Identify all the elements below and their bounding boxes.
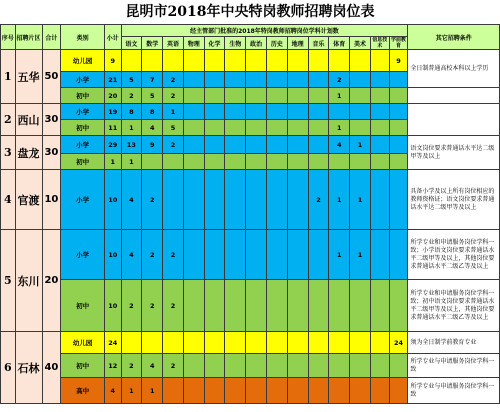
subject-count-cell: 2: [121, 88, 142, 104]
header-subject: 生物: [225, 37, 246, 50]
table-row: [1, 170, 500, 230]
subject-count-cell: [246, 230, 267, 280]
subject-count-cell: 4: [121, 230, 142, 280]
subject-count-cell: [246, 72, 267, 88]
category-cell: 初中: [61, 120, 105, 136]
category-cell: 初中: [61, 88, 105, 104]
subject-count-cell: [163, 332, 184, 354]
total-cell: 40: [42, 332, 61, 404]
subject-count-cell: [287, 280, 308, 332]
condition-note: 所学专业与申请服务岗位学科一致: [408, 354, 500, 378]
subject-count-cell: 2: [142, 230, 163, 280]
seq-cell: 1: [1, 50, 16, 104]
subject-count-cell: [308, 332, 329, 354]
zone-cell: 官渡: [15, 170, 42, 230]
subject-count-cell: [308, 230, 329, 280]
subject-count-cell: [225, 354, 246, 378]
subject-count-cell: [389, 354, 408, 378]
subject-count-cell: [350, 120, 371, 136]
subject-count-cell: [267, 136, 288, 154]
subject-count-cell: [267, 230, 288, 280]
subject-count-cell: [225, 136, 246, 154]
subject-count-cell: [267, 332, 288, 354]
subject-count-cell: 1: [350, 136, 371, 154]
condition-note: 所学专业与申请服务岗位学科一致: [408, 378, 500, 404]
subject-count-cell: 5: [142, 88, 163, 104]
subject-count-cell: [287, 136, 308, 154]
header-category: 类别: [61, 25, 105, 50]
seq-cell: 4: [1, 170, 16, 230]
subject-count-cell: 7: [142, 72, 163, 88]
subtotal-cell: 11: [104, 120, 121, 136]
subject-count-cell: [183, 72, 204, 88]
subject-count-cell: [121, 50, 142, 72]
condition-note: 语文岗位要求普通话水平达二级甲等及以上: [408, 136, 500, 170]
subject-count-cell: [204, 88, 225, 104]
subject-count-cell: [225, 170, 246, 230]
header-subject: 物理: [183, 37, 204, 50]
subject-count-cell: 9: [389, 50, 408, 72]
subject-count-cell: [183, 354, 204, 378]
condition-note: [408, 104, 500, 136]
condition-note: 须为全日制学前教育专业: [408, 332, 500, 354]
subject-count-cell: [329, 50, 350, 72]
subject-count-cell: [308, 136, 329, 154]
subject-count-cell: [121, 332, 142, 354]
header-total: 合计: [42, 25, 61, 50]
subject-count-cell: [183, 136, 204, 154]
subject-count-cell: [350, 50, 371, 72]
zone-cell: 五华: [15, 50, 42, 104]
subject-count-cell: [225, 72, 246, 88]
condition-note: 具备小学及以上所有岗位相应的教师资格证；语文岗位要求普通话水平达二级甲等及以上: [408, 170, 500, 230]
subject-count-cell: [308, 88, 329, 104]
subject-count-cell: [389, 72, 408, 88]
subject-count-cell: [246, 378, 267, 404]
table-row: [1, 136, 500, 154]
subject-count-cell: 24: [389, 332, 408, 354]
subject-count-cell: [163, 154, 184, 170]
subject-count-cell: 2: [142, 170, 163, 230]
subject-count-cell: 2: [121, 354, 142, 378]
header-subject: 学前教育: [390, 37, 406, 49]
header-subject: 地理: [287, 37, 308, 50]
subject-count-cell: [350, 280, 371, 332]
condition-note: [408, 88, 500, 104]
subject-count-cell: [163, 378, 184, 404]
subject-count-cell: 1: [329, 88, 350, 104]
subject-count-cell: [370, 154, 389, 170]
category-cell: 幼儿园: [61, 50, 105, 72]
subject-count-cell: [142, 154, 163, 170]
header-plan-group: 经主管部门批准的2018年特岗教师招聘岗位学科计划数: [121, 25, 408, 37]
subject-count-cell: [267, 170, 288, 230]
subtotal-cell: 10: [104, 280, 121, 332]
subject-count-cell: 2: [163, 280, 184, 332]
header-zone: 招聘片区: [15, 25, 42, 50]
subject-count-cell: 1: [121, 120, 142, 136]
subject-count-cell: [246, 332, 267, 354]
subtotal-cell: 21: [104, 72, 121, 88]
subject-count-cell: [204, 104, 225, 120]
subject-count-cell: [329, 154, 350, 170]
subject-count-cell: [350, 378, 371, 404]
category-cell: 小学: [61, 230, 105, 280]
subject-count-cell: [287, 354, 308, 378]
subject-count-cell: 4: [329, 136, 350, 154]
subtotal-cell: 19: [104, 104, 121, 120]
subject-count-cell: [246, 50, 267, 72]
subject-count-cell: [287, 230, 308, 280]
subject-count-cell: [225, 50, 246, 72]
subject-count-cell: [183, 332, 204, 354]
subject-count-cell: [287, 170, 308, 230]
subject-count-cell: [246, 280, 267, 332]
subject-count-cell: [204, 332, 225, 354]
table-row: [1, 50, 500, 72]
subject-count-cell: [225, 332, 246, 354]
subject-count-cell: [183, 50, 204, 72]
recruitment-table: [0, 24, 500, 404]
subject-count-cell: [350, 354, 371, 378]
subject-count-cell: 2: [163, 88, 184, 104]
subject-count-cell: 2: [121, 280, 142, 332]
subject-count-cell: [246, 120, 267, 136]
subject-count-cell: 1: [142, 378, 163, 404]
subject-count-cell: [329, 280, 350, 332]
subject-count-cell: [308, 378, 329, 404]
table-row: [1, 332, 500, 354]
subject-count-cell: [246, 154, 267, 170]
subject-count-cell: [142, 50, 163, 72]
table-row: [1, 230, 500, 280]
zone-cell: 东川: [15, 230, 42, 332]
subject-count-cell: [163, 170, 184, 230]
subject-count-cell: [267, 104, 288, 120]
subject-count-cell: [246, 136, 267, 154]
header-other-conditions: 其它招聘条件: [408, 25, 500, 50]
subject-count-cell: [287, 378, 308, 404]
condition-note: 所学专业和申请服务岗位学科一致；初中语文岗位要求普通话水平二级甲等及以上，其他岗位要求普通话水平二级乙等及以上: [408, 280, 500, 332]
subject-count-cell: 5: [121, 72, 142, 88]
subject-count-cell: [287, 88, 308, 104]
subject-count-cell: [389, 280, 408, 332]
subject-count-cell: [204, 378, 225, 404]
subject-count-cell: [329, 354, 350, 378]
subtotal-cell: 10: [104, 170, 121, 230]
subject-count-cell: [267, 280, 288, 332]
subject-count-cell: [183, 170, 204, 230]
subject-count-cell: [389, 154, 408, 170]
subject-count-cell: 1: [163, 104, 184, 120]
subject-count-cell: [389, 104, 408, 120]
subject-count-cell: [204, 50, 225, 72]
category-cell: 小学: [61, 72, 105, 88]
subject-count-cell: [370, 50, 389, 72]
category-cell: 小学: [61, 170, 105, 230]
subject-count-cell: [370, 230, 389, 280]
header-subject: 体育: [329, 37, 350, 50]
subject-count-cell: [308, 104, 329, 120]
subject-count-cell: [287, 72, 308, 88]
subject-count-cell: 2: [163, 136, 184, 154]
category-cell: 小学: [61, 104, 105, 120]
subtotal-cell: 10: [104, 230, 121, 280]
subject-count-cell: [225, 104, 246, 120]
subject-count-cell: [389, 120, 408, 136]
subject-count-cell: [267, 50, 288, 72]
subject-count-cell: [308, 120, 329, 136]
subject-count-cell: [287, 104, 308, 120]
subject-count-cell: 1: [121, 154, 142, 170]
subject-count-cell: [308, 50, 329, 72]
header-subject: 信息技术: [372, 37, 388, 49]
header-subject: 数学: [142, 37, 163, 50]
subject-count-cell: [204, 170, 225, 230]
table-row: [1, 104, 500, 120]
seq-cell: 6: [1, 332, 16, 404]
subject-count-cell: 4: [142, 354, 163, 378]
subtotal-cell: 9: [104, 50, 121, 72]
subject-count-cell: [370, 120, 389, 136]
subject-count-cell: [183, 378, 204, 404]
subject-count-cell: 1: [350, 230, 371, 280]
subject-count-cell: [183, 104, 204, 120]
header-subject: 英语: [163, 37, 184, 50]
subject-count-cell: [308, 72, 329, 88]
subject-count-cell: [204, 354, 225, 378]
condition-note: 全日制普通高校本科以上学历: [408, 50, 500, 88]
subject-count-cell: [183, 88, 204, 104]
subject-count-cell: 2: [329, 72, 350, 88]
subject-count-cell: [204, 136, 225, 154]
subject-count-cell: [225, 154, 246, 170]
subject-count-cell: [204, 120, 225, 136]
header-subject: 美术: [350, 37, 371, 50]
subject-count-cell: 4: [142, 120, 163, 136]
subject-count-cell: [246, 354, 267, 378]
table-row: [1, 280, 500, 332]
subject-count-cell: [350, 332, 371, 354]
seq-cell: 5: [1, 230, 16, 332]
subject-count-cell: [267, 88, 288, 104]
zone-cell: 盘龙: [15, 136, 42, 170]
subject-count-cell: [389, 88, 408, 104]
zone-cell: 石林: [15, 332, 42, 404]
subject-count-cell: 9: [142, 136, 163, 154]
subject-count-cell: [204, 72, 225, 88]
subject-count-cell: 2: [142, 280, 163, 332]
subject-count-cell: [370, 378, 389, 404]
subject-count-cell: [183, 154, 204, 170]
subject-count-cell: 2: [163, 354, 184, 378]
subject-count-cell: 1: [350, 170, 371, 230]
subject-count-cell: 4: [121, 170, 142, 230]
header-subtotal: 小计: [104, 25, 121, 50]
subject-count-cell: 8: [121, 104, 142, 120]
table-row: [1, 354, 500, 378]
subject-count-cell: [225, 120, 246, 136]
subject-count-cell: [329, 378, 350, 404]
subject-count-cell: [370, 280, 389, 332]
subject-count-cell: [183, 280, 204, 332]
subject-count-cell: [370, 88, 389, 104]
category-cell: 初中: [61, 354, 105, 378]
subject-count-cell: [370, 136, 389, 154]
subject-count-cell: 5: [163, 120, 184, 136]
subject-count-cell: [246, 104, 267, 120]
subtotal-cell: 12: [104, 354, 121, 378]
subject-count-cell: [287, 50, 308, 72]
subject-count-cell: [225, 230, 246, 280]
subject-count-cell: [267, 378, 288, 404]
subject-count-cell: [287, 120, 308, 136]
table-row: [1, 88, 500, 104]
condition-note: 所学专业和申请服务岗位学科一致；小学语文岗位要求普通话水平二级甲等及以上，其他岗位要求普通话水平二级乙等及以上: [408, 230, 500, 280]
subject-count-cell: 1: [121, 378, 142, 404]
subject-count-cell: 8: [142, 104, 163, 120]
subject-count-cell: [183, 230, 204, 280]
header-subject: 化学: [204, 37, 225, 50]
header-subject: 语文: [121, 37, 142, 50]
subject-count-cell: 2: [163, 72, 184, 88]
subject-count-cell: [246, 170, 267, 230]
subject-count-cell: [225, 280, 246, 332]
seq-cell: 3: [1, 136, 16, 170]
seq-cell: 2: [1, 104, 16, 136]
subject-count-cell: 13: [121, 136, 142, 154]
subject-count-cell: 1: [329, 230, 350, 280]
category-cell: 小学: [61, 136, 105, 154]
subject-count-cell: [308, 154, 329, 170]
total-cell: 30: [42, 136, 61, 170]
header-seq: 序号: [1, 25, 16, 50]
table-row: [1, 378, 500, 404]
header-subject: 历史: [267, 37, 288, 50]
total-cell: 10: [42, 170, 61, 230]
subtotal-cell: 4: [104, 378, 121, 404]
subject-count-cell: [389, 230, 408, 280]
subject-count-cell: [350, 72, 371, 88]
subject-count-cell: [370, 332, 389, 354]
category-cell: 幼儿园: [61, 332, 105, 354]
subject-count-cell: 2: [163, 230, 184, 280]
subject-count-cell: [225, 378, 246, 404]
subject-count-cell: [350, 154, 371, 170]
subject-count-cell: [370, 170, 389, 230]
subject-count-cell: [308, 280, 329, 332]
subject-count-cell: [225, 88, 246, 104]
subject-count-cell: [267, 72, 288, 88]
subject-count-cell: 1: [329, 170, 350, 230]
category-cell: 初中: [61, 154, 105, 170]
zone-cell: 西山: [15, 104, 42, 136]
subject-count-cell: [389, 378, 408, 404]
header-subject: 音乐: [308, 37, 329, 50]
subject-count-cell: [183, 120, 204, 136]
subject-count-cell: [370, 354, 389, 378]
total-cell: 20: [42, 230, 61, 332]
total-cell: 30: [42, 104, 61, 136]
subject-count-cell: [370, 104, 389, 120]
subtotal-cell: 29: [104, 136, 121, 154]
header-subject: 政治: [246, 37, 267, 50]
subject-count-cell: [246, 88, 267, 104]
subject-count-cell: 1: [329, 120, 350, 136]
subject-count-cell: 2: [308, 170, 329, 230]
subject-count-cell: [308, 354, 329, 378]
subject-count-cell: [329, 104, 350, 120]
subject-count-cell: [267, 354, 288, 378]
category-cell: 初中: [61, 280, 105, 332]
subject-count-cell: [204, 230, 225, 280]
subject-count-cell: [287, 154, 308, 170]
subject-count-cell: [389, 136, 408, 154]
subtotal-cell: 20: [104, 88, 121, 104]
subtotal-cell: 24: [104, 332, 121, 354]
category-cell: 高中: [61, 378, 105, 404]
subject-count-cell: [267, 120, 288, 136]
page-title: 昆明市2018年中央特岗教师招聘岗位表: [0, 0, 500, 24]
subject-count-cell: [389, 170, 408, 230]
subject-count-cell: [350, 88, 371, 104]
subject-count-cell: [329, 332, 350, 354]
subject-count-cell: [350, 104, 371, 120]
subject-count-cell: [142, 332, 163, 354]
subject-count-cell: [204, 280, 225, 332]
subject-count-cell: [370, 72, 389, 88]
subject-count-cell: [287, 332, 308, 354]
subject-count-cell: [163, 50, 184, 72]
subject-count-cell: [204, 154, 225, 170]
subtotal-cell: 1: [104, 154, 121, 170]
total-cell: 50: [42, 50, 61, 104]
subject-count-cell: [267, 154, 288, 170]
